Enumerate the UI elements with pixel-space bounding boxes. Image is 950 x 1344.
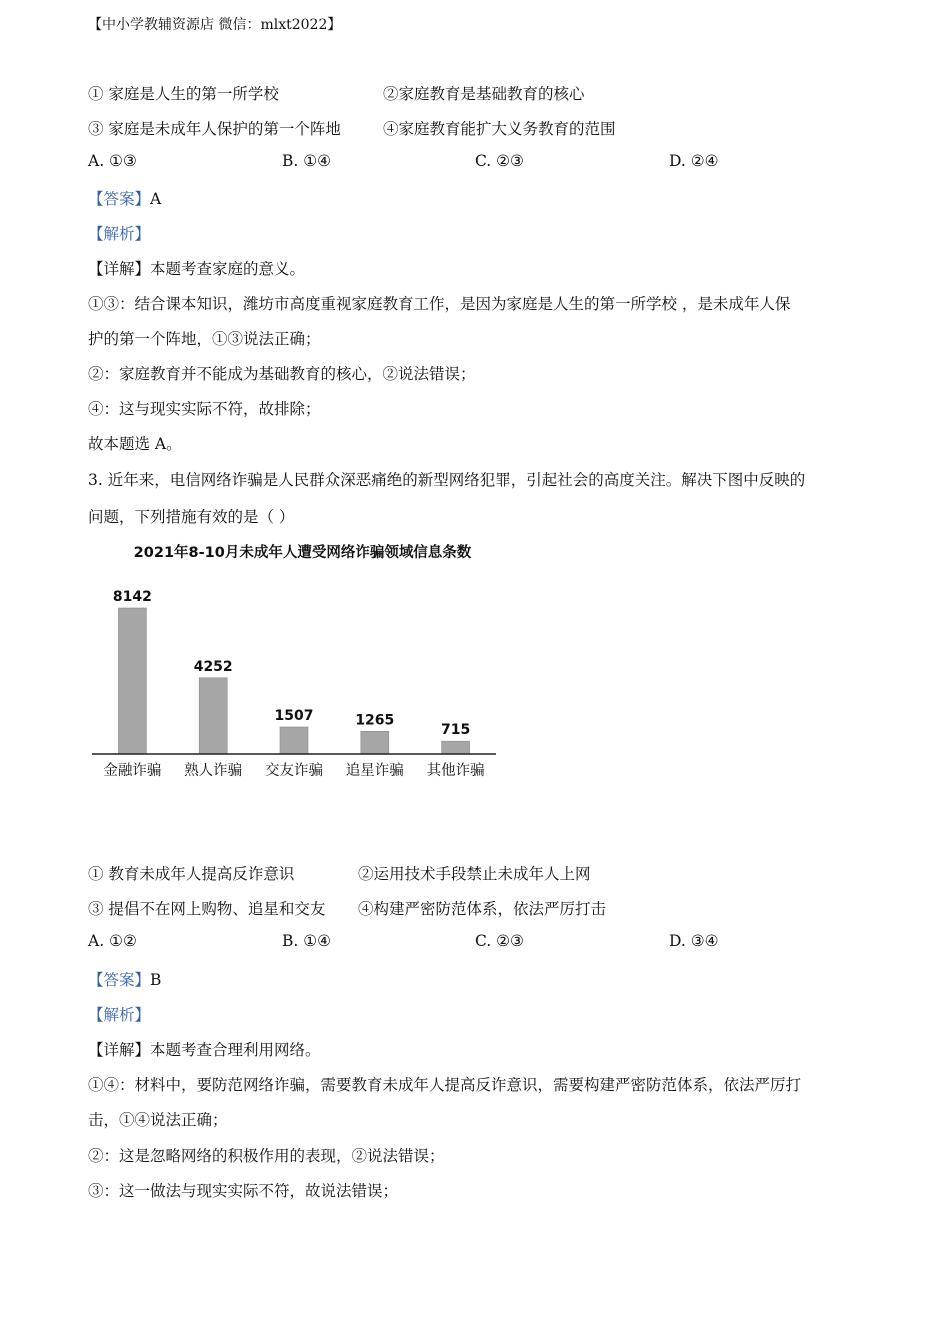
q3-explain-line-2: 击，①④说法正确；: [88, 1111, 228, 1129]
q3-detail: 【详解】本题考查合理利用网络。: [88, 1041, 321, 1059]
q3-choice-c: C. ②③: [475, 932, 524, 950]
category-label: 追星诈骗: [345, 763, 404, 779]
q3-explain-line-4: ③：这一做法与现实实际不符，故说法错误；: [88, 1182, 399, 1200]
q3-answer: [88, 968, 161, 990]
q3-choice-a: A. ①②: [88, 932, 137, 950]
q3-stem-line-2: 问题，下列措施有效的是（ ）: [88, 508, 295, 526]
q3-explain-line-1: ①④：材料中，要防范网络诈骗，需要教育未成年人提高反诈意识，需要构建严密防范体系，依法严厉打: [88, 1076, 802, 1094]
q2-answer-label: 【答案】: [88, 190, 151, 208]
q2-choice-b: B. ①④: [282, 152, 332, 170]
bar-3: [280, 727, 308, 754]
q3-option-3: ③ 提倡不在网上购物、追星和交友: [88, 900, 326, 918]
category-label: 其他诈骗: [426, 763, 485, 779]
q2-conclusion: 故本题选 A。: [88, 435, 182, 453]
bar-2: [199, 678, 227, 754]
q2-detail: 【详解】本题考查家庭的意义。: [88, 260, 306, 278]
q3-answer-value: B: [150, 971, 162, 989]
q2-explain-line-4: ④：这与现实实际不符，故排除；: [88, 400, 321, 418]
category-label: 熟人诈骗: [184, 763, 243, 779]
category-label: 金融诈骗: [103, 763, 162, 779]
chart-title: 2021年8-10月未成年人遭受网络诈骗领域信息条数: [133, 545, 472, 561]
category-label: 交友诈骗: [265, 763, 323, 779]
q2-option-3: ③ 家庭是未成年人保护的第一个阵地: [88, 120, 341, 138]
q3-option-2: ②运用技术手段禁止未成年人上网: [358, 865, 591, 883]
q2-explain-line-2: 护的第一个阵地，①③说法正确；: [88, 330, 321, 348]
q2-option-1: ① 家庭是人生的第一所学校: [88, 85, 279, 103]
bar-1: [118, 608, 146, 754]
q2-choice-c: C. ②③: [475, 152, 524, 170]
bar-value-label: 1265: [355, 712, 395, 729]
q2-explain-line-3: ②：家庭教育并不能成为基础教育的核心，②说法错误；: [88, 365, 476, 383]
q3-stem-line-1: 3. 近年来，电信网络诈骗是人民群众深恶痛绝的新型网络犯罪，引起社会的高度关注。解决下图中反映的: [88, 471, 806, 489]
q3-option-1: ① 教育未成年人提高反诈意识: [88, 865, 295, 883]
q2-choice-d: D. ②④: [669, 152, 719, 170]
q2-option-2: ②家庭教育是基础教育的核心: [383, 85, 585, 103]
bar-value-label: 715: [440, 722, 471, 739]
q3-option-4: ④构建严密防范体系，依法严厉打击: [358, 900, 607, 918]
q3-answer-label: 【答案】: [88, 971, 151, 989]
header-source: 【中小学教辅资源店 微信：mlxt2022】: [88, 17, 342, 33]
q2-choice-a: A. ①③: [88, 152, 137, 170]
q2-option-4: ④家庭教育能扩大义务教育的范围: [383, 120, 616, 138]
bar-5: [442, 741, 470, 754]
bar-4: [361, 731, 389, 754]
q3-explain-line-3: ②：这是忽略网络的积极作用的表现，②说法错误；: [88, 1147, 445, 1165]
q3-choice-b: B. ①④: [282, 932, 332, 950]
q2-explain-line-1: ①③：结合课本知识，潍坊市高度重视家庭教育工作，是因为家庭是人生的第一所学校 ，是未成年人保: [88, 295, 791, 313]
q2-analysis-label: 【解析】: [88, 225, 151, 243]
bar-value-label: 8142: [112, 589, 152, 605]
q3-choice-d: D. ③④: [669, 932, 719, 950]
bar-value-label: 1507: [274, 707, 314, 724]
q2-answer-value: A: [150, 190, 162, 208]
bar-value-label: 4252: [193, 658, 233, 675]
q3-analysis-label: 【解析】: [88, 1006, 151, 1024]
